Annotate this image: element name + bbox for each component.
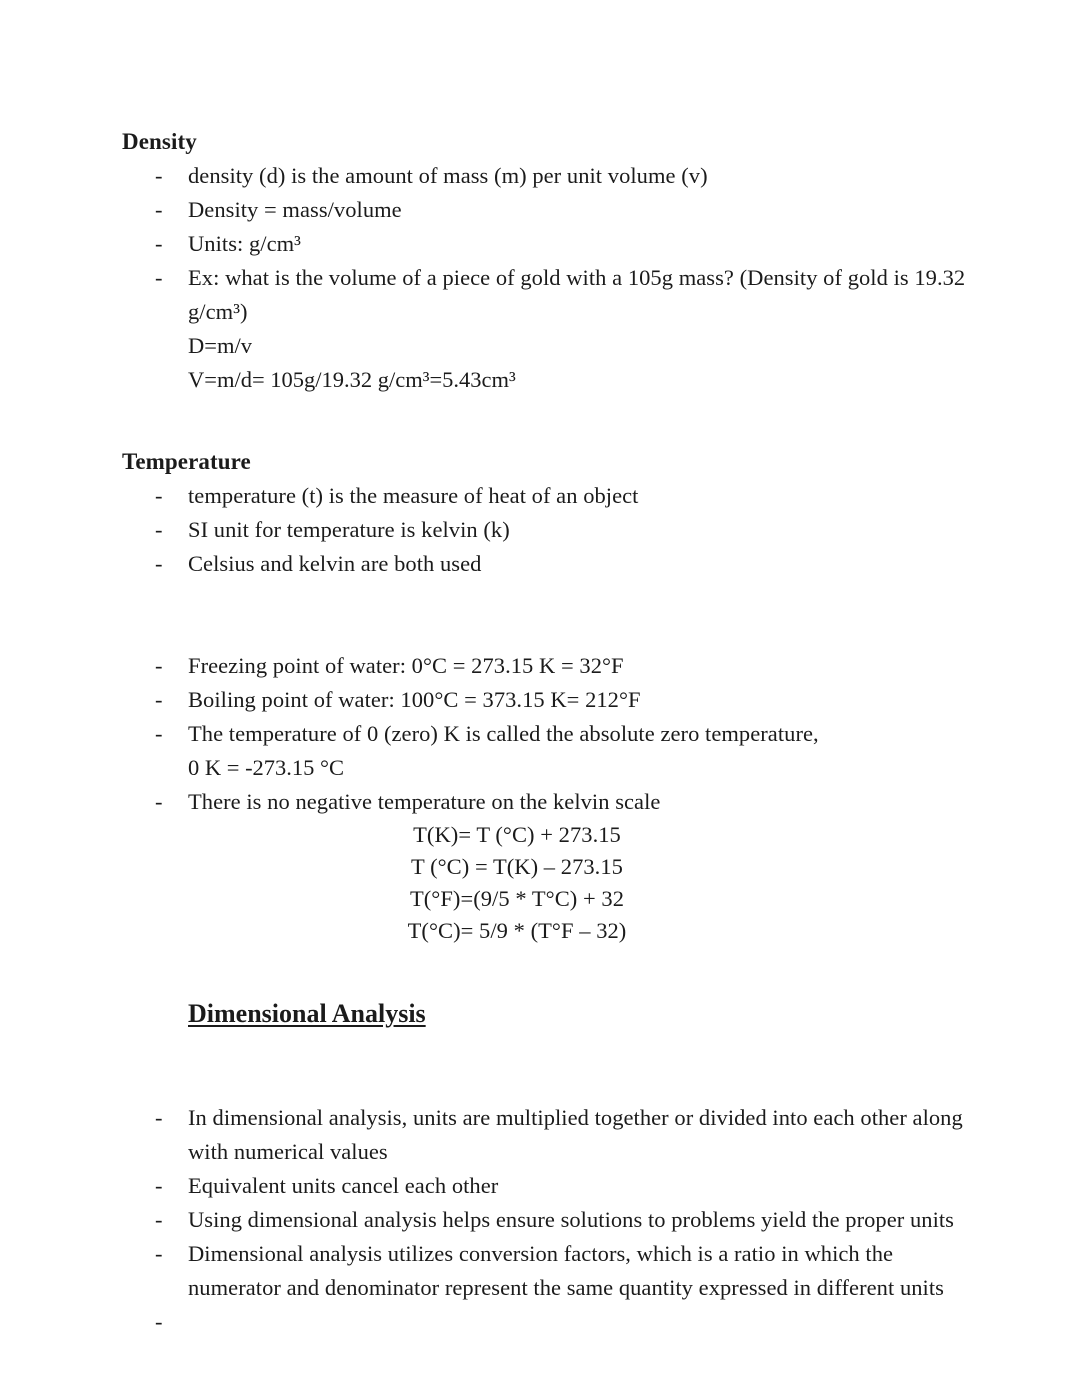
list-item (122, 1169, 970, 1203)
formula-fahrenheit-from-celsius: T(°F)=(9/5 * T°C) + 32 (409, 886, 625, 911)
bullet-marker-icon: - (155, 1173, 163, 1198)
section-heading-dimensional-analysis: Dimensional Analysis (188, 999, 426, 1028)
temperature-bullet-list-primary (122, 479, 970, 581)
bullet-marker-icon: - (155, 265, 163, 290)
list-item-text: SI unit for temperature is kelvin (k) (188, 517, 510, 542)
list-item (122, 513, 970, 547)
section-spacer (122, 397, 970, 445)
temperature-conversion-formulas (122, 819, 912, 947)
list-item-text: Equivalent units cancel each other (188, 1173, 499, 1198)
temperature-bullet-list-tertiary (122, 785, 970, 819)
bullet-marker-icon: - (155, 721, 163, 746)
section-heading-density: Density (122, 129, 197, 154)
list-item-text: temperature (t) is the measure of heat of an object (188, 483, 639, 508)
bullet-marker-icon: - (155, 163, 163, 188)
formula-kelvin-from-celsius: T(K)= T (°C) + 273.15 (413, 822, 621, 847)
list-item (122, 683, 970, 717)
list-item (122, 649, 970, 683)
bullet-marker-icon: - (155, 1309, 163, 1334)
list-item-text: The temperature of 0 (zero) K is called the absolute zero temperature, (188, 721, 819, 746)
density-formula-line-2: V=m/d= 105g/19.32 g/cm³=5.43cm³ (188, 367, 516, 392)
list-item (122, 1101, 970, 1169)
blank-line (122, 1033, 970, 1067)
list-item (122, 547, 970, 581)
list-item-text: Dimensional analysis utilizes conversion factors, which is a ratio in which the numerator and denominator represent the same quantity expressed in different units (188, 1241, 944, 1300)
list-item-text: There is no negative temperature on the kelvin scale (188, 789, 661, 814)
list-item (122, 1237, 970, 1305)
list-item-text: density (d) is the amount of mass (m) per unit volume (v) (188, 163, 708, 188)
list-item-text: Density = mass/volume (188, 197, 402, 222)
list-item-text: Freezing point of water: 0°C = 273.15 K = 32°F (188, 653, 624, 678)
list-item (122, 227, 970, 261)
list-item-text: Using dimensional analysis helps ensure solutions to problems yield the proper units (188, 1207, 954, 1232)
temperature-bullet-list-secondary (122, 649, 970, 751)
dimensional-analysis-bullet-list (122, 1101, 970, 1339)
bullet-marker-icon: - (155, 517, 163, 542)
dimensional-analysis-heading-wrap (122, 995, 970, 1033)
bullet-marker-icon: - (155, 789, 163, 814)
bullet-marker-icon: - (155, 197, 163, 222)
list-item-text: Units: g/cm³ (188, 231, 301, 256)
list-item (122, 159, 970, 193)
list-item (122, 261, 970, 329)
list-item (122, 785, 970, 819)
list-item-text: In dimensional analysis, units are multiplied together or divided into each other along with numerical values (188, 1105, 963, 1164)
bullet-marker-icon: - (155, 1207, 163, 1232)
bullet-marker-icon: - (155, 231, 163, 256)
bullet-marker-icon: - (155, 551, 163, 576)
list-item (122, 479, 970, 513)
density-formula-line-1: D=m/v (188, 333, 252, 358)
absolute-zero-value: 0 K = -273.15 °C (188, 755, 345, 780)
blank-line (122, 581, 970, 615)
section-spacer (122, 947, 970, 995)
list-item-empty (122, 1305, 970, 1339)
density-bullet-list (122, 159, 970, 329)
list-item-text: Celsius and kelvin are both used (188, 551, 482, 576)
list-item (122, 1203, 970, 1237)
list-item-text: Boiling point of water: 100°C = 373.15 K= 212°F (188, 687, 641, 712)
list-item-text: Ex: what is the volume of a piece of gold with a 105g mass? (Density of gold is 19.32 g/cm³) (188, 265, 966, 324)
bullet-marker-icon: - (155, 653, 163, 678)
bullet-marker-icon: - (155, 483, 163, 508)
formula-celsius-from-kelvin: T (°C) = T(K) – 273.15 (411, 854, 623, 879)
list-item (122, 193, 970, 227)
formula-celsius-from-fahrenheit: T(°C)= 5/9 * (T°F – 32) (407, 918, 627, 943)
bullet-marker-icon: - (155, 687, 163, 712)
blank-line (122, 615, 970, 649)
blank-line (122, 1067, 970, 1101)
list-item (122, 717, 970, 751)
bullet-marker-icon: - (155, 1105, 163, 1130)
bullet-marker-icon: - (155, 1241, 163, 1266)
section-heading-temperature: Temperature (122, 449, 251, 474)
